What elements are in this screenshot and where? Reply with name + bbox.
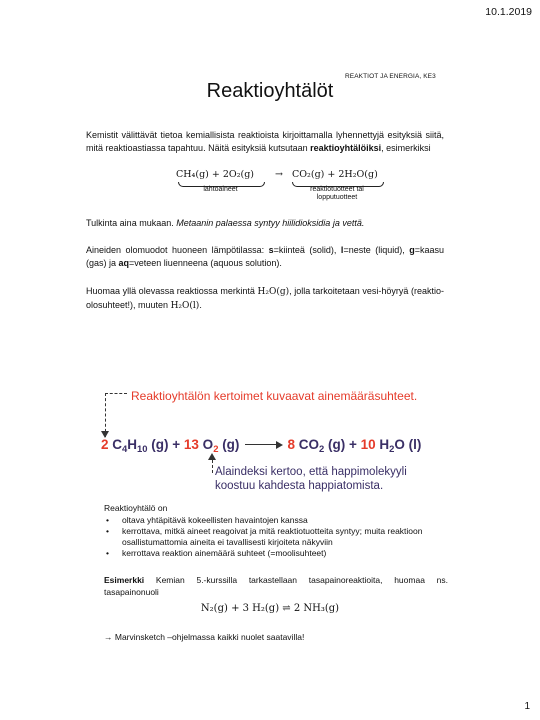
example-paragraph (104, 575, 448, 598)
equation-right: CO₂(g) + 2H₂O(g) (292, 169, 378, 180)
list-item: • kerrottava, mitkä aineet reagoivat ja mitä reaktiotuotteita syntyy; muita reaktioon osallistumattomia aineita ei tavallisesti kirjoiteta näkyviin (106, 526, 446, 548)
states-text: =veteen liuenneena (aquous solution). (129, 257, 282, 268)
note-text: , jolla tarkoitetaan vesi-höyryä (reaktio-olosuhteet!), muuten (86, 286, 444, 310)
states-text: Aineiden olomuodot huoneen lämpötilassa: (86, 245, 269, 255)
note-formula-liquid: H₂O(l) (170, 300, 200, 311)
coefficient-figure (95, 385, 455, 500)
equilibrium-equation: N₂(g) + 3 H₂(g) ⇌ 2 NH₃(g) (200, 603, 340, 614)
note-formula-gas: H₂O(g) (257, 287, 290, 297)
interpretation-lead: Tulkinta aina mukaan. (86, 218, 174, 228)
equation-arrow: → (275, 169, 283, 180)
note-text: Huomaa yllä olevassa reaktiossa merkintä (86, 286, 258, 296)
states-text: =neste (liquid), (343, 245, 410, 255)
figure-caption: Reaktioyhtälön kertoimet kuvaavat ainemääräsuhteet. (131, 389, 418, 403)
example-label: Esimerkki (104, 575, 145, 585)
states-text: =kaasu (gas) ja (86, 245, 444, 268)
page-number: 1 (524, 701, 530, 712)
arrow-up-icon (208, 453, 216, 460)
intro-paragraph (86, 129, 444, 154)
reactants-label: lähtöaineet (203, 186, 238, 193)
products-label (282, 186, 392, 202)
intro-bold-term: reaktioyhtälöiksi (310, 142, 382, 153)
figure-note (215, 465, 407, 493)
figure-note-line2: koostuu kahdesta happiatomista. (215, 480, 384, 492)
footer-note: → Marvinsketch –ohjelmassa kaikki nuolet saatavilla! (104, 632, 305, 642)
state-l: l (340, 245, 344, 255)
note-paragraph (86, 285, 444, 312)
figure-note-line1: Alaindeksi kertoo, että happimolekyyli (215, 466, 407, 478)
summary-list (106, 515, 446, 559)
interpretation-italic: Metaanin palaessa syntyy hiilidioksidia ja vettä. (176, 218, 365, 228)
example-text: Kemian 5.-kurssilla tarkastellaan tasapainoreaktioita, huomaa ns. tasapainonuoli (104, 575, 448, 597)
list-item: • oltava yhtäpitävä kokeellisten havaintojen kanssa (106, 515, 446, 526)
note-text: . (199, 299, 202, 310)
summary-intro: Reaktioyhtälö on (104, 503, 168, 513)
figure-equation: 2 $C_4H_{10}$ (g) + 13 $O_2$ (g) 8 $CO_2$ (g) + 10 $H_2O$ (l) (101, 437, 422, 455)
states-paragraph (86, 244, 444, 269)
products-label-line1: reaktiotuotteet tai (310, 186, 364, 193)
reaction-arrow-icon (245, 444, 281, 445)
equation-left: CH₄(g) + 2O₂(g) (176, 169, 254, 180)
state-aq: aq (118, 257, 130, 268)
course-header: REAKTIOT JA ENERGIA, KE3 (345, 73, 436, 80)
dashed-pointer-line (105, 393, 127, 394)
states-text: =kiinteä (solid), (273, 245, 341, 255)
state-g: g (409, 245, 415, 255)
page-title: Reaktioyhtälöt (206, 80, 334, 102)
intro-text-b: , esimerkiksi (381, 142, 431, 153)
products-label-line2: lopputuotteet (316, 194, 358, 201)
list-item: • kerrottava reaktion ainemäärä suhteet (=moolisuhteet) (106, 548, 446, 559)
intro-text-a: Kemistit välittävät tietoa kemiallisista reaktioista kirjoittamalla lyhennettyjä esityksiä siitä, mitä reaktioastiassa tapahtuu. Näitä esityksiä kutsutaan (86, 130, 444, 153)
example-equation (176, 169, 376, 209)
interpretation-paragraph (86, 217, 444, 230)
date-label: 10.1.2019 (485, 6, 532, 18)
state-s: s (268, 245, 274, 255)
